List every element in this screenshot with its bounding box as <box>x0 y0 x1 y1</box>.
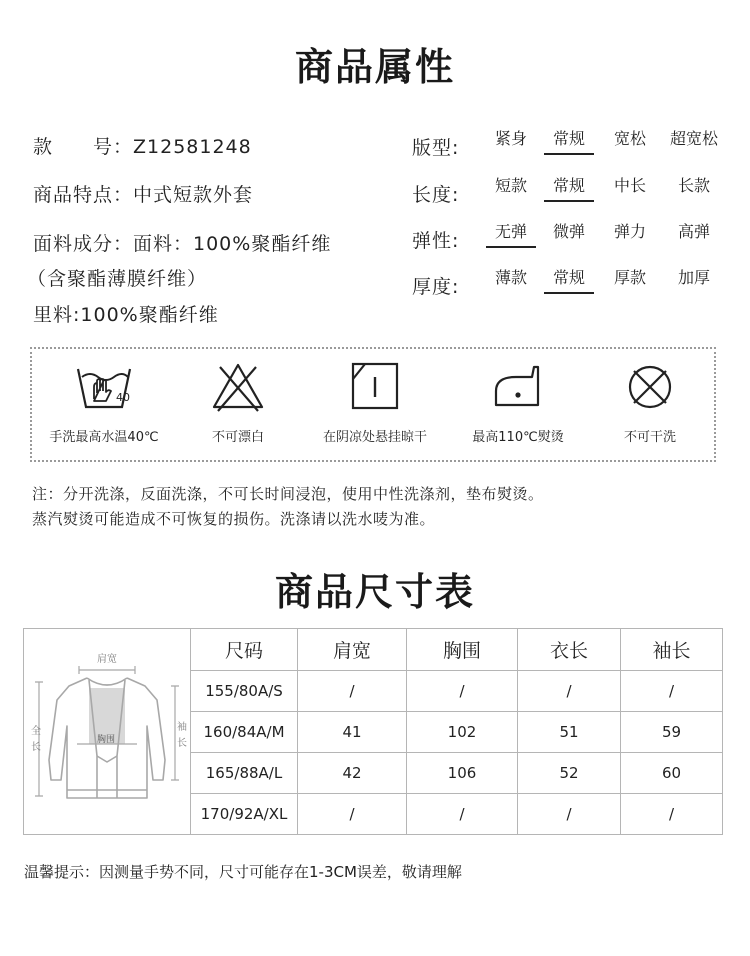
care-item-iron <box>448 359 588 445</box>
size-cell: 170/92A/XL <box>191 794 298 835</box>
shoulder-cell: 42 <box>298 753 407 794</box>
care-instructions-box <box>30 347 716 462</box>
sleeve-cell: 59 <box>621 712 723 753</box>
shoulder-cell: / <box>298 671 407 712</box>
garment-measure-figure <box>24 629 191 835</box>
attr-option-selected: 常规 <box>540 264 598 298</box>
sleeve-length-label-2: 长 <box>177 737 187 749</box>
attr-option: 紧身 <box>494 129 527 148</box>
chest-cell: / <box>407 671 518 712</box>
attr-label: 厚度: <box>412 276 460 298</box>
attr-option: 宽松 <box>613 129 646 148</box>
shoulder-cell: 41 <box>298 712 407 753</box>
lining-composition: 里料:100%聚酯纤维 <box>33 304 219 326</box>
attr-option: 高弹 <box>677 222 710 241</box>
attr-option: 微弹 <box>552 222 585 241</box>
size-chart-title: 商品尺寸表 <box>274 570 475 614</box>
full-length-label-2: 长 <box>31 741 41 753</box>
chest-cell: 106 <box>407 753 518 794</box>
full-length-label-1: 全 <box>31 725 41 737</box>
care-item-no-dry-clean <box>580 359 720 445</box>
attr-option: 薄款 <box>494 268 527 287</box>
attr-option-selected: 无弹 <box>482 218 540 252</box>
attr-label: 弹性: <box>412 230 460 252</box>
header-chest: 胸围 <box>407 629 518 671</box>
sleeve-cell: / <box>621 794 723 835</box>
size-cell: 165/88A/L <box>191 753 298 794</box>
care-label: 不可干洗 <box>623 430 676 445</box>
shoulder-cell: / <box>298 794 407 835</box>
attr-option-selected: 常规 <box>540 125 598 159</box>
cardigan-diagram-icon <box>27 630 187 830</box>
attr-row-elasticity <box>412 218 732 258</box>
attr-label: 长度: <box>412 184 460 206</box>
no-bleach-icon <box>206 359 270 415</box>
chest-cell: 102 <box>407 712 518 753</box>
iron-icon <box>486 359 550 415</box>
drip-dry-shade-icon <box>343 359 407 415</box>
length-cell: / <box>518 671 621 712</box>
length-cell: 51 <box>518 712 621 753</box>
care-item-no-bleach <box>168 359 308 445</box>
care-note-line-2: 蒸汽熨烫可能造成不可恢复的损伤。洗涤请以洗水唛为准。 <box>32 510 436 528</box>
style-number: 款 号：Z12581248 <box>33 136 252 158</box>
attributes-title: 商品属性 <box>294 45 455 89</box>
care-item-drip-dry-shade <box>305 359 445 445</box>
length-cell: / <box>518 794 621 835</box>
attr-row-length <box>412 172 732 212</box>
header-shoulder: 肩宽 <box>298 629 407 671</box>
attr-option: 弹力 <box>613 222 646 241</box>
care-label: 手洗最高水温40℃ <box>49 430 159 445</box>
chest-label: 胸围 <box>97 734 116 745</box>
shoulder-width-label: 肩宽 <box>97 653 117 665</box>
fabric-composition-note: （含聚酯薄膜纤维） <box>27 268 208 290</box>
header-size: 尺码 <box>191 629 298 671</box>
attr-row-fit <box>412 125 732 165</box>
care-label: 最高110℃熨烫 <box>472 430 564 445</box>
size-table-header-row <box>24 629 723 671</box>
header-sleeve: 袖长 <box>621 629 723 671</box>
care-label: 在阴凉处悬挂晾干 <box>322 430 427 445</box>
sleeve-length-label-1: 袖 <box>177 721 187 733</box>
hand-wash-icon <box>72 359 136 415</box>
header-length: 衣长 <box>518 629 621 671</box>
no-dry-clean-icon <box>618 359 682 415</box>
attr-option: 短款 <box>494 176 527 195</box>
care-item-hand-wash <box>34 359 174 445</box>
attr-option: 中长 <box>613 176 646 195</box>
chest-cell: / <box>407 794 518 835</box>
size-cell: 160/84A/M <box>191 712 298 753</box>
attr-option-selected: 常规 <box>540 172 598 206</box>
attr-row-thickness <box>412 264 732 304</box>
sleeve-cell: 60 <box>621 753 723 794</box>
attr-label: 版型: <box>412 137 460 159</box>
measurement-tip: 温馨提示：因测量手势不同，尺寸可能存在1-3CM误差，敬请理解 <box>24 863 462 881</box>
product-feature: 商品特点：中式短款外套 <box>33 184 254 206</box>
wash-temperature: 40 <box>116 391 130 404</box>
attr-option: 长款 <box>677 176 710 195</box>
length-cell: 52 <box>518 753 621 794</box>
size-table <box>23 628 723 835</box>
attr-option: 厚款 <box>613 268 646 287</box>
sleeve-cell: / <box>621 671 723 712</box>
attr-option: 超宽松 <box>669 129 718 148</box>
care-note-line-1: 注：分开洗涤，反面洗涤，不可长时间浸泡，使用中性洗涤剂，垫布熨烫。 <box>32 485 544 503</box>
size-cell: 155/80A/S <box>191 671 298 712</box>
fabric-composition: 面料成分：面料：100%聚酯纤维 <box>33 233 332 255</box>
attr-option: 加厚 <box>677 268 710 287</box>
care-label: 不可漂白 <box>211 430 264 445</box>
